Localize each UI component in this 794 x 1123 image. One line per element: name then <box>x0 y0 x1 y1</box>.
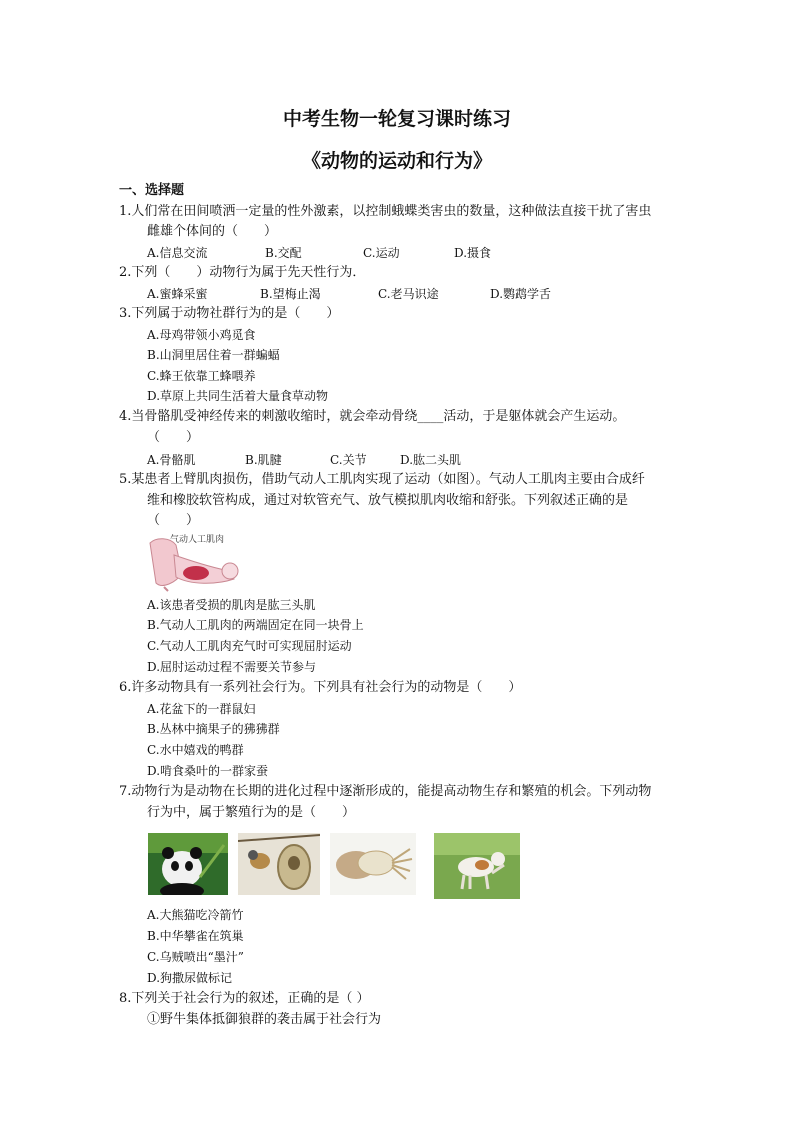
question-5-text: 5.某患者上臂肌肉损伤，借助气动人工肌肉实现了运动（如图）。气动人工肌肉主要由合成纤 <box>119 472 645 487</box>
question-2-text: 2.下列（ ）动物行为属于先天性行为． <box>119 265 366 280</box>
question-7-text-cont: 行为中，属于繁殖行为的是（ ） <box>147 805 356 820</box>
q2-option-d: D.鹦鹉学舌 <box>490 287 552 301</box>
q1-option-c: C.运动 <box>363 246 400 260</box>
bird-nest-image <box>238 833 320 895</box>
worksheet-title: 中考生物一轮复习课时练习 <box>282 108 511 130</box>
bird-nest-photo <box>238 833 320 895</box>
q2-option-b: B.望梅止渴 <box>260 287 321 301</box>
q7-option-c: C.乌贼喷出“墨汁” <box>147 950 244 964</box>
q3-option-d: D.草原上共同生活着大量食草动物 <box>147 389 329 403</box>
q7-option-d: D.狗撒尿做标记 <box>147 971 233 985</box>
q4-option-d: D.肱二头肌 <box>400 453 462 467</box>
q6-option-c: C.水中嬉戏的鸭群 <box>147 743 244 757</box>
dog-marking-image <box>434 833 520 899</box>
squid-ink-image <box>330 833 416 895</box>
q2-option-c: C.老马识途 <box>378 287 439 301</box>
q1-option-a: A.信息交流 <box>147 246 208 260</box>
question-1-text-cont: 雌雄个体间的（ ） <box>147 224 278 239</box>
question-4-answer-blank: （ ） <box>147 430 200 445</box>
panda-photo <box>148 833 228 895</box>
panda-image <box>148 833 228 895</box>
q3-option-c: C.蜂王依靠工蜂喂养 <box>147 369 256 383</box>
q6-option-d: D.啃食桑叶的一群家蚕 <box>147 764 269 778</box>
question-4-text: 4.当骨骼肌受神经传来的刺激收缩时，就会牵动骨绕____活动，于是躯体就会产生运动。 <box>119 409 626 424</box>
question-7-text: 7.动物行为是动物在长期的进化过程中逐渐形成的，能提高动物生存和繁殖的机会。下列动物 <box>119 784 652 799</box>
q5-option-a: A.该患者受损的肌肉是肱三头肌 <box>147 598 316 612</box>
section-heading: 一、选择题 <box>119 183 185 198</box>
dog-marking-photo <box>434 833 520 899</box>
question-1-text: 1.人们常在田间喷洒一定量的性外激素，以控制蛾蝶类害虫的数量，这种做法直接干扰了害虫 <box>119 204 652 219</box>
squid-ink-photo <box>330 833 416 895</box>
q1-option-b: B.交配 <box>265 246 302 260</box>
q6-option-b: B.丛林中摘果子的狒狒群 <box>147 722 280 736</box>
q3-option-a: A.母鸡带领小鸡觅食 <box>147 328 256 342</box>
q3-option-b: B.山洞里居住着一群蝙蝠 <box>147 348 280 362</box>
q8-statement-1: ①野牛集体抵御狼群的袭击属于社会行为 <box>147 1012 382 1027</box>
figure-caption-label: 气动人工肌肉 <box>170 535 225 545</box>
q1-option-d: D.摄食 <box>454 246 492 260</box>
question-5-text-cont: 维和橡胶软管构成，通过对软管充气、放气模拟肌肉收缩和舒张。下列叙述正确的是 <box>147 493 629 508</box>
question-5-answer-blank: （ ） <box>147 513 200 528</box>
worksheet-subtitle: 《动物的运动和行为》 <box>301 150 492 172</box>
q4-option-b: B.肌腱 <box>245 453 282 467</box>
q6-option-a: A.花盆下的一群鼠妇 <box>147 702 256 716</box>
q5-option-c: C.气动人工肌肉充气时可实现屈肘运动 <box>147 639 352 653</box>
q7-option-a: A.大熊猫吃冷箭竹 <box>147 908 244 922</box>
question-6-text: 6.许多动物具有一系列社会行为。下列具有社会行为的动物是（ ） <box>119 680 522 695</box>
arm-muscle-figure <box>146 533 242 593</box>
q4-option-c: C.关节 <box>330 453 367 467</box>
q5-option-b: B.气动人工肌肉的两端固定在同一块骨上 <box>147 618 364 632</box>
q7-option-b: B.中华攀雀在筑巢 <box>147 929 244 943</box>
question-3-text: 3.下列属于动物社群行为的是（ ） <box>119 306 340 321</box>
q5-option-d: D.屈肘运动过程不需要关节参与 <box>147 660 317 674</box>
q4-option-a: A.骨骼肌 <box>147 453 196 467</box>
question-8-text: 8.下列关于社会行为的叙述，正确的是（ ） <box>119 991 370 1006</box>
q2-option-a: A.蜜蜂采蜜 <box>147 287 208 301</box>
